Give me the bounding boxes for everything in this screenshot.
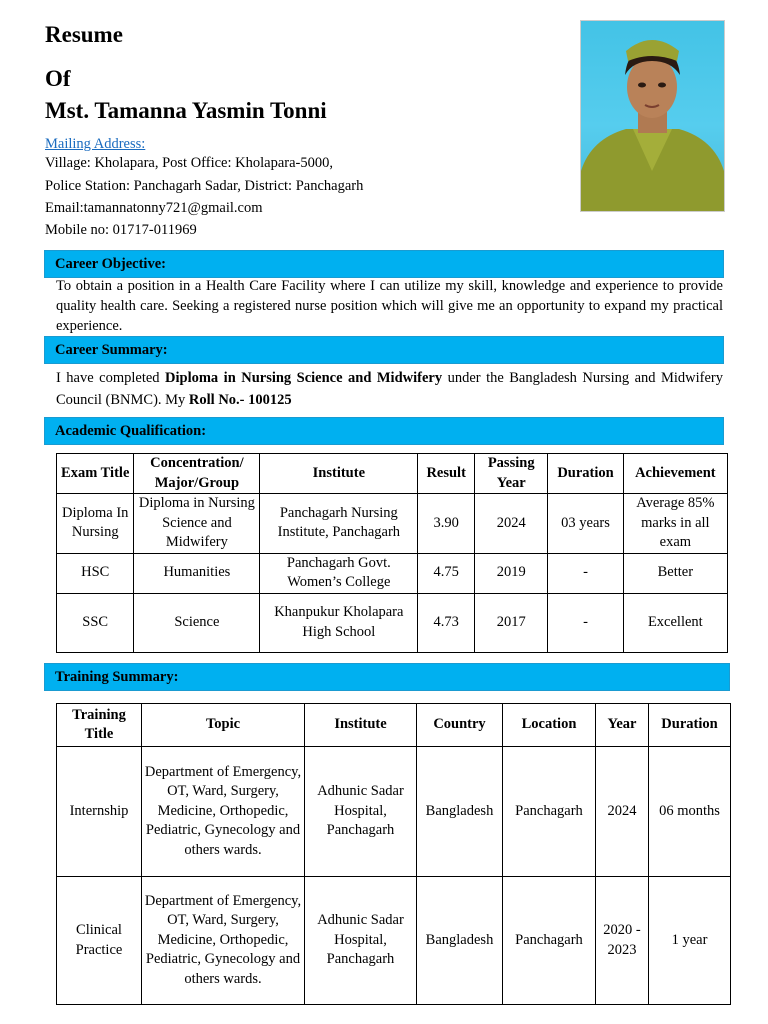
resume-title: Resume [45,22,123,47]
training-heading: Training Summary: [44,663,730,691]
table-cell: Excellent [623,593,727,652]
training-col-institute: Institute [305,704,417,747]
mailing-address-link[interactable]: Mailing Address: [45,136,146,152]
table-cell: Diploma in Nursing Science and Midwifery [134,494,260,554]
table-row [57,553,728,593]
academic-table [56,453,728,653]
academic-heading: Academic Qualification: [44,417,724,445]
academic-col-exam: Exam Title [57,454,134,494]
training-col-topic: Topic [142,704,305,747]
academic-col-achievement: Achievement [623,454,727,494]
training-col-country: Country [417,704,503,747]
table-cell: 1 year [649,877,731,1005]
table-cell: Internship [57,747,142,877]
table-cell: Better [623,553,727,593]
table-cell: Humanities [134,553,260,593]
training-col-duration: Duration [649,704,731,747]
training-header-row [57,704,731,747]
table-cell: 2017 [475,593,548,652]
table-cell: Bangladesh [417,747,503,877]
table-cell: SSC [57,593,134,652]
table-cell: 4.75 [418,553,475,593]
academic-header-row [57,454,728,494]
table-cell: Panchagarh [503,877,596,1005]
academic-col-duration: Duration [548,454,623,494]
profile-photo [580,20,725,212]
academic-col-year: Passing Year [475,454,548,494]
table-cell: Adhunic Sadar Hospital, Panchagarh [305,877,417,1005]
table-cell: 2020 - 2023 [596,877,649,1005]
table-cell: Bangladesh [417,877,503,1005]
table-cell: Science [134,593,260,652]
academic-col-result: Result [418,454,475,494]
candidate-name: Mst. Tamanna Yasmin Tonni [45,98,327,123]
career-summary-text [56,367,723,411]
table-cell: 2024 [596,747,649,877]
portrait-icon [581,21,724,211]
resume-title-of: Of [45,66,71,91]
mobile-text: Mobile no: 01717-011969 [45,222,197,238]
academic-col-major: Concentration/ Major/Group [134,454,260,494]
career-summary-diploma: Diploma in Nursing Science and Midwifery [165,370,443,386]
table-cell: Adhunic Sadar Hospital, Panchagarh [305,747,417,877]
table-row [57,494,728,554]
table-cell: HSC [57,553,134,593]
table-cell: 03 years [548,494,623,554]
address-line-2: Police Station: Panchagarh Sadar, District: Panchagarh [45,178,364,194]
training-col-title: Training Title [57,704,142,747]
table-cell: Diploma In Nursing [57,494,134,554]
table-cell: - [548,553,623,593]
table-row [57,877,731,1005]
table-cell: 06 months [649,747,731,877]
table-cell: 2024 [475,494,548,554]
table-row [57,747,731,877]
career-objective-heading: Career Objective: [44,250,724,278]
table-cell: Panchagarh [503,747,596,877]
table-cell: Clinical Practice [57,877,142,1005]
training-col-year: Year [596,704,649,747]
career-summary-text-2: under the Bangladesh Nursing and Midwifery Council (BNMC). My [56,370,723,408]
academic-col-institute: Institute [260,454,418,494]
career-objective-text: To obtain a position in a Health Care Facility where I can utilize my skill, knowledge and experience to provide quality health care. Seeking a registered nurse position which will give me an opportunity to expand my practical experience. [56,278,723,334]
table-cell: 2019 [475,553,548,593]
table-cell: Average 85% marks in all exam [623,494,727,554]
training-col-location: Location [503,704,596,747]
table-row [57,593,728,652]
table-cell: Panchagarh Govt. Women’s College [260,553,418,593]
table-cell: 3.90 [418,494,475,554]
email-text: Email:tamannatonny721@gmail.com [45,200,263,216]
table-cell: 4.73 [418,593,475,652]
career-summary-heading: Career Summary: [44,336,724,364]
table-cell: Department of Emergency, OT, Ward, Surgery, Medicine, Orthopedic, Pediatric, Gynecology and others wards. [142,747,305,877]
career-summary-roll: Roll No.- 100125 [188,392,292,408]
training-table [56,703,731,1005]
table-cell: Department of Emergency, OT, Ward, Surgery, Medicine, Orthopedic, Pediatric, Gynecology and others wards. [142,877,305,1005]
table-cell: - [548,593,623,652]
table-cell: Panchagarh Nursing Institute, Panchagarh [260,494,418,554]
career-summary-text-1: I have completed [56,370,166,386]
address-line-1: Village: Kholapara, Post Office: Kholapara-5000, [45,155,333,171]
table-cell: Khanpukur Kholapara High School [260,593,418,652]
